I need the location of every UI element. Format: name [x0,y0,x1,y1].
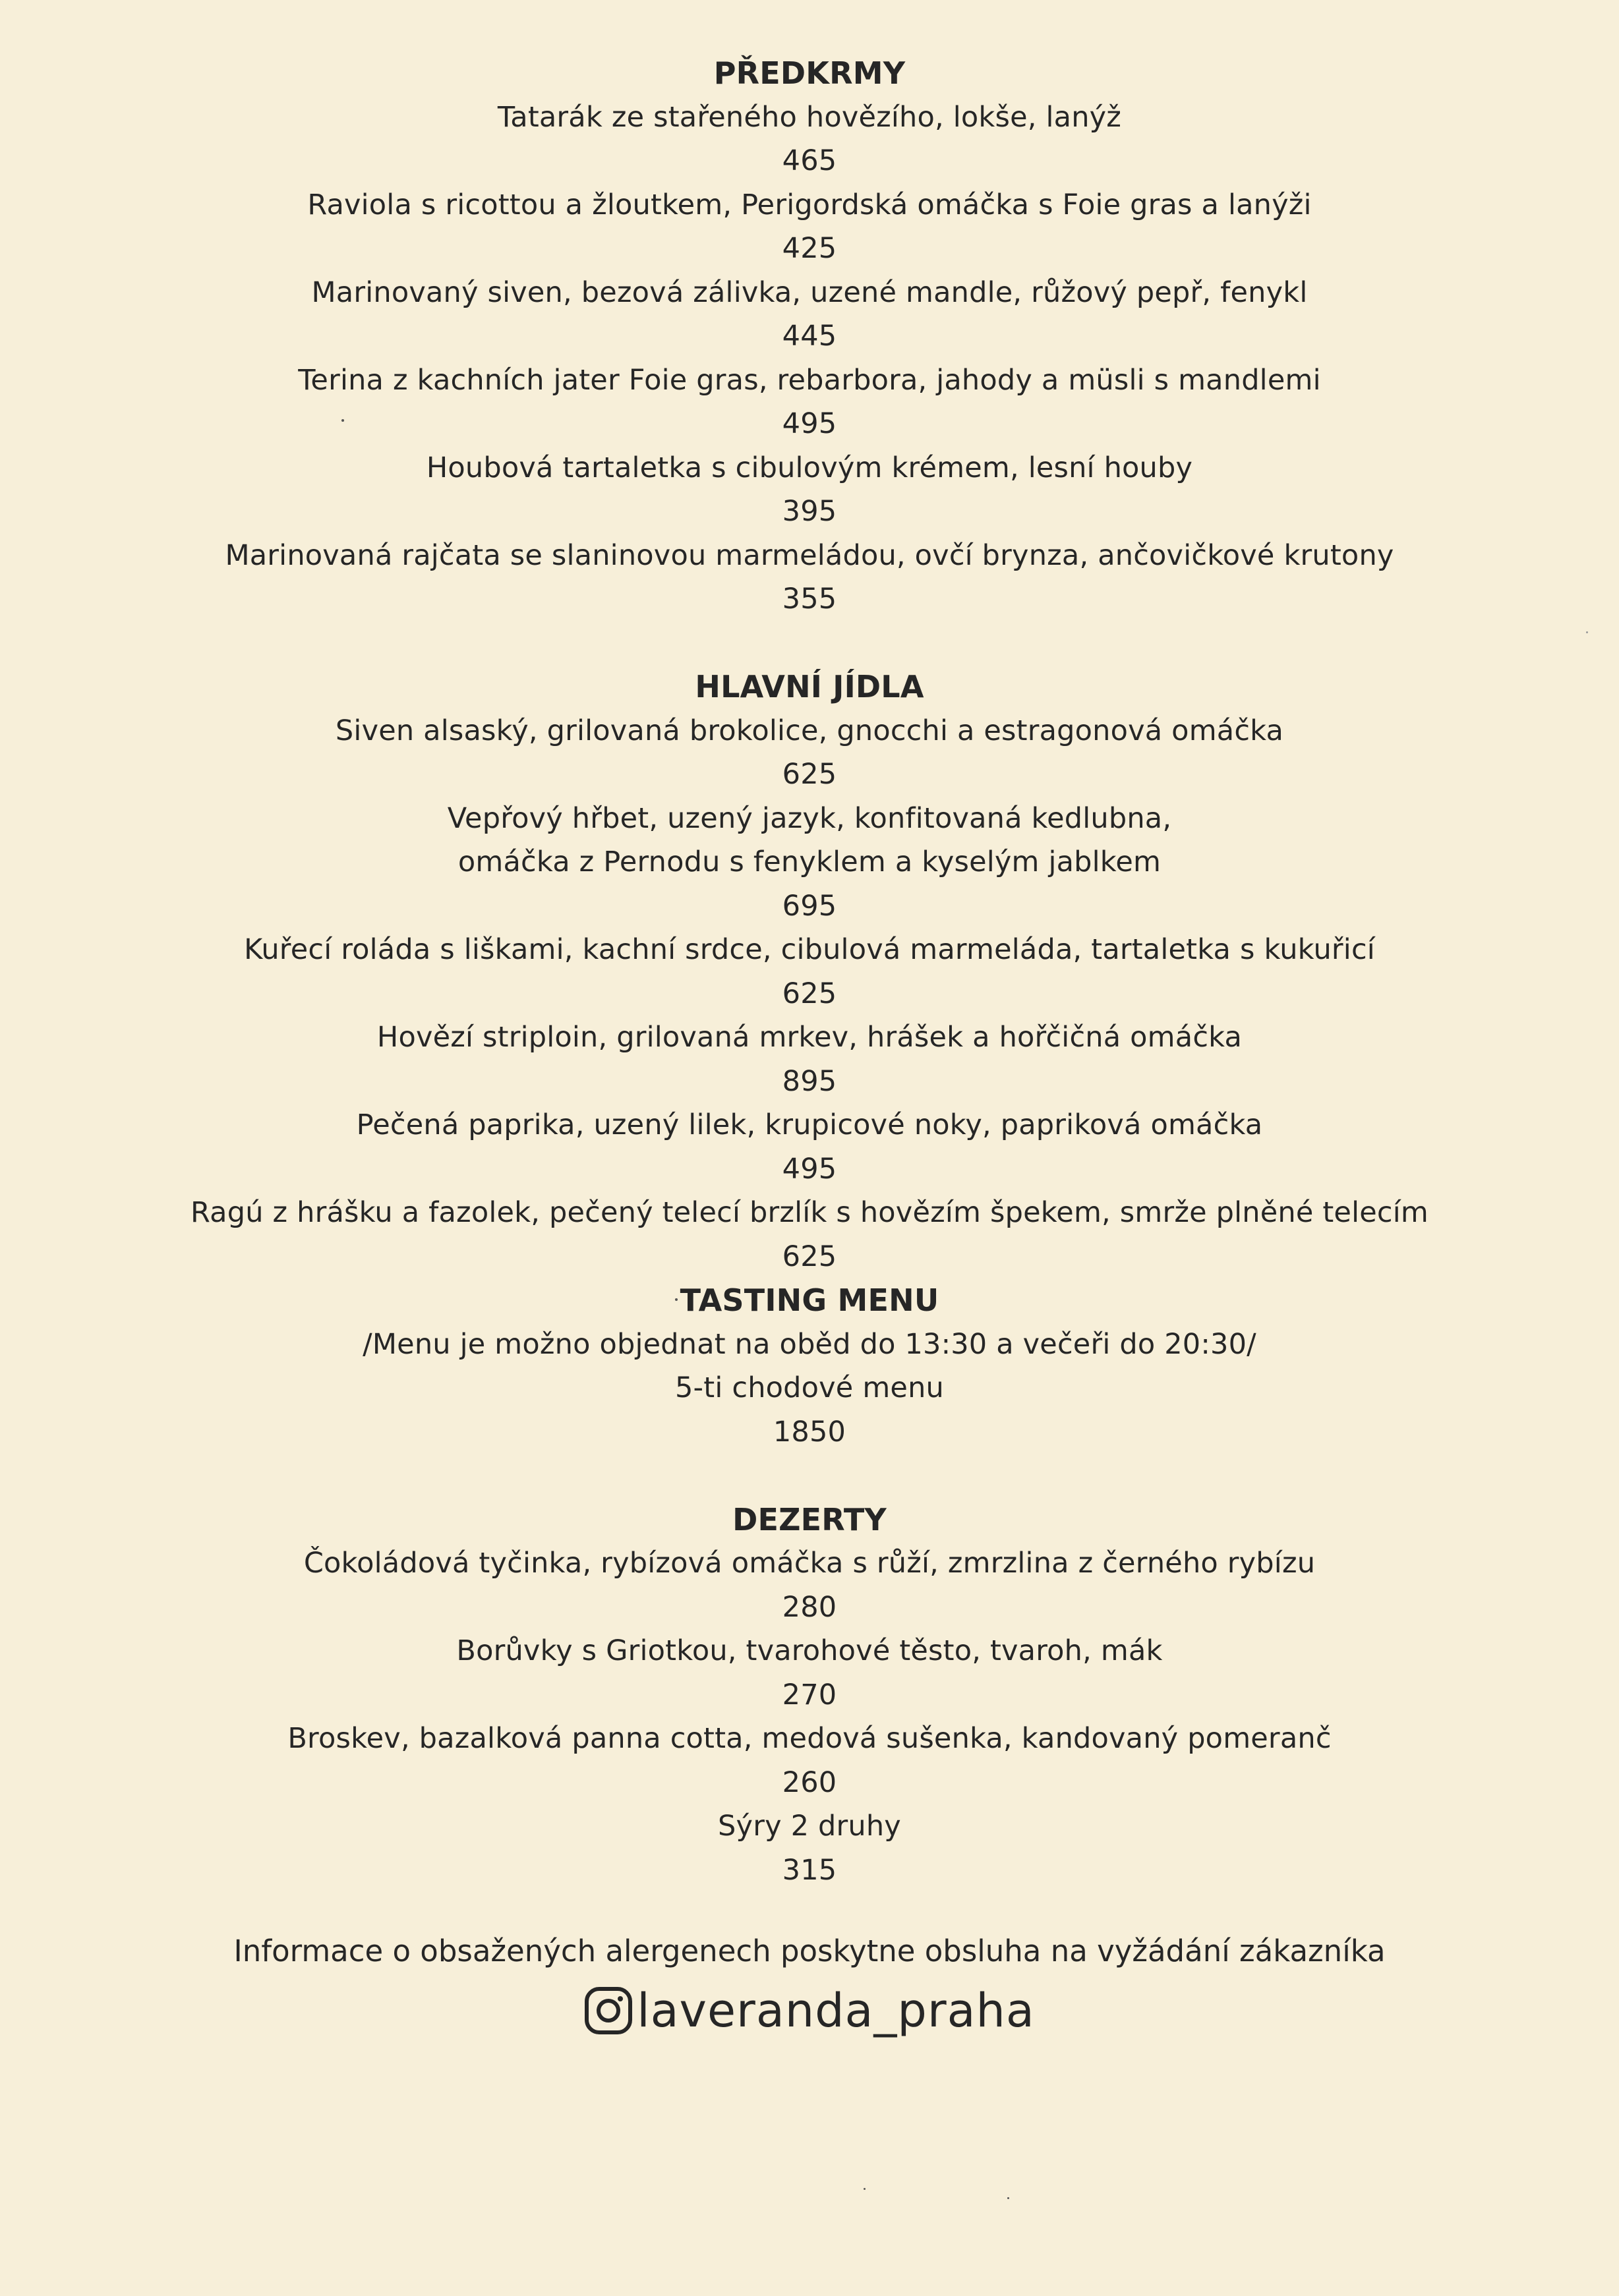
scan-speck [1007,2197,1009,2199]
dish-name: Sýry 2 druhy [718,1810,901,1843]
dish-name: Hovězí striploin, grilovaná mrkev, hrášek a hořčičná omáčka [376,1021,1243,1054]
section-gap [0,1454,1619,1498]
dish-price: 425 [782,232,837,265]
dish-price: 895 [782,1064,837,1098]
dish-price: 625 [782,1240,837,1273]
dish-name: Marinovaná rajčata se slaninovou marmeládou, ovčí brynza, ančovičkové krutony [225,538,1394,572]
dish-name: Kuřecí roláda s liškami, kachní srdce, cibulová marmeláda, tartaletka s kukuřicí [244,933,1375,966]
dish-name-continued: omáčka z Pernodu s fenyklem a kyselým jablkem [457,846,1162,878]
section-title: TASTING MENU [680,1282,939,1318]
footer [0,1930,1619,2040]
dish-name: Čokoládová tyčinka, rybízová omáčka s růží, zmrzlina z černého rybízu [303,1547,1316,1580]
section-predkrmy [0,51,1619,621]
section-title: DEZERTY [732,1501,887,1537]
section-hlavni-jidla [0,665,1619,1278]
dish-price: 695 [782,889,837,923]
dish-price: 270 [782,1678,837,1711]
dish-name: Broskev, bazalková panna cotta, medová sušenka, kandovaný pomeranč [287,1722,1332,1755]
scan-speck [1586,631,1588,633]
section-title: PŘEDKRMY [713,55,906,91]
dish-name: Vepřový hřbet, uzený jazyk, konfitovaná kedlubna, [447,801,1172,835]
section-gap [0,621,1619,666]
dish-name: Tatarák ze stařeného hovězího, lokše, lanýž [497,100,1122,134]
scan-speck [675,1298,678,1301]
dish-price: 465 [782,144,837,177]
instagram-icon [584,1986,633,2035]
dish-price: 445 [782,320,837,353]
dish-price: 625 [782,758,837,791]
dish-price: 625 [782,977,837,1010]
tasting-note: /Menu je možno objednat na oběd do 13:30 a večeři do 20:30/ [363,1327,1256,1361]
dish-price: 260 [782,1765,837,1799]
scan-speck [341,419,344,422]
dish-price: 395 [782,495,837,528]
dish-price: 495 [782,1152,837,1186]
dish-name: Raviola s ricottou a žloutkem, Perigordská omáčka s Foie gras a lanýži [307,188,1312,221]
dish-name: Ragú z hrášku a fazolek, pečený telecí brzlík s hovězím špekem, smrže plněné telecím [191,1196,1428,1229]
dish-price: 315 [782,1853,837,1887]
dish-price: 280 [782,1590,837,1624]
dish-name: Terina z kachních jater Foie gras, rebarbora, jahody a müsli s mandlemi [298,363,1321,397]
dish-name: Pečená paprika, uzený lilek, krupicové noky, papriková omáčka [356,1108,1263,1141]
dish-price: 355 [782,583,837,616]
dish-name: Marinovaný siven, bezová zálivka, uzené mandle, růžový pepř, fenykl [311,275,1308,309]
section-tasting-menu [0,1278,1619,1454]
tasting-price: 1850 [773,1415,846,1449]
dish-price: 495 [782,407,837,440]
dish-name: Borůvky s Griotkou, tvarohové těsto, tvaroh, mák [456,1634,1163,1667]
dish-name: Siven alsaský, grilovaná brokolice, gnocchi a estragonová omáčka [335,714,1284,747]
instagram-handle-row [0,1981,1619,2040]
section-dezerty [0,1498,1619,1893]
instagram-handle: laveranda_praha [637,1984,1035,2038]
dish-name: Houbová tartaletka s cibulovým krémem, lesní houby [426,451,1193,484]
tasting-name: 5-ti chodové menu [675,1371,944,1404]
allergen-note: Informace o obsažených alergenech poskytne obsluha na vyžádání zákazníka [233,1934,1386,1968]
menu-content [0,51,1619,1892]
scan-speck [864,2188,866,2190]
section-title: HLAVNÍ JÍDLA [695,669,924,704]
